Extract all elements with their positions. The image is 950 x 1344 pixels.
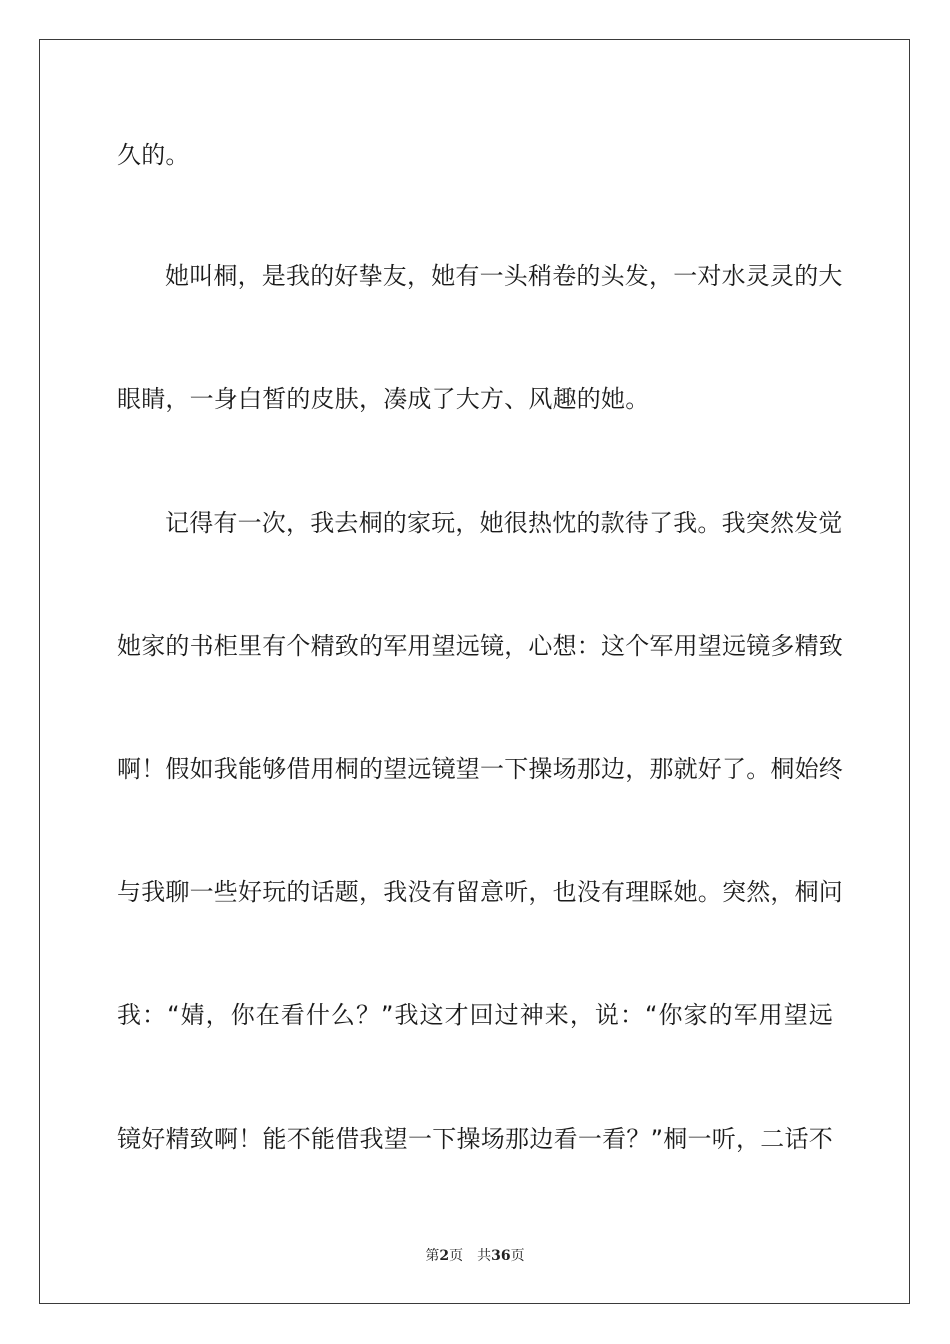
- text-line-4: 记得有一次，我去桐的家玩，她很热忱的款待了我。我突然发觉: [165, 509, 843, 537]
- text-line-5: 她家的书柜里有个精致的军用望远镜，心想：这个军用望远镜多精致: [117, 632, 843, 660]
- text-line-8: 我：“婧，你在看什么？”我这才回过神来，说：“你家的军用望远: [117, 1001, 833, 1029]
- text-line-6: 啊！假如我能够借用桐的望远镜望一下操场那边，那就好了。桐始终: [117, 755, 843, 783]
- text-line-7: 与我聊一些好玩的话题，我没有留意听，也没有理睬她。突然，桐问: [117, 878, 843, 906]
- text-line-2: 她叫桐，是我的好挚友，她有一头稍卷的头发，一对水灵灵的大: [165, 262, 843, 290]
- footer-total-prefix: 共: [477, 1248, 492, 1264]
- footer-page-unit: 页: [449, 1248, 464, 1264]
- footer-page-number: 2: [439, 1248, 450, 1264]
- footer-prefix: 第: [425, 1248, 440, 1264]
- text-line-9: 镜好精致啊！能不能借我望一下操场那边看一看？”桐一听，二话不: [117, 1125, 833, 1153]
- page-footer: [0, 1247, 950, 1265]
- page-border: [39, 39, 910, 1304]
- footer-total-pages: 36: [491, 1248, 511, 1264]
- footer-total-unit: 页: [510, 1248, 525, 1264]
- text-line-1: 久的。: [117, 141, 190, 169]
- text-line-3: 眼睛，一身白皙的皮肤，凑成了大方、风趣的她。: [117, 385, 650, 413]
